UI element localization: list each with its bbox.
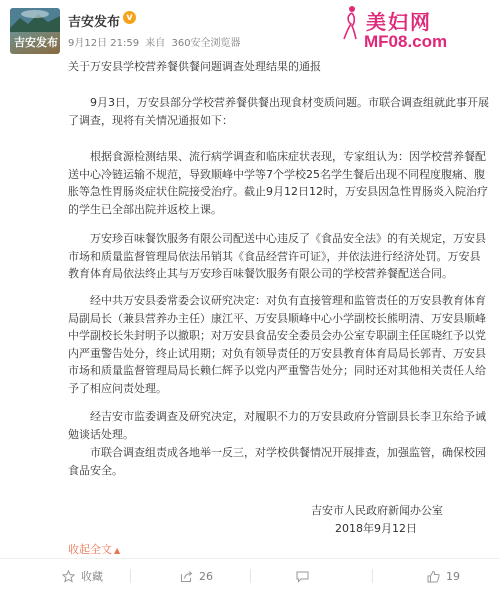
avatar-caption: 吉安发布 [14, 36, 58, 49]
favorite-label: 收藏 [81, 570, 103, 583]
watermark-title: 美妇网 [366, 10, 432, 34]
article-paragraph: 根据食源检测结果、流行病学调查和临床症状表现，专家组认为：因学校营养餐配送中心冷链运输不规范，导致顺峰中学等7个学校25名学生餐后出现不同程度腹痛、腹胀等急性胃肠炎症状住院接受治疗。截止9月12日12时，万安县因急性胃肠炎入院治疗的学生已全部出院并返校上课。 [68, 150, 488, 216]
star-icon [62, 570, 75, 583]
watermark [340, 4, 490, 60]
post-source[interactable]: 360安全浏览器 [171, 38, 241, 49]
article-paragraph: 经吉安市监委调查及研究决定，对履职不力的万安县政府分管副县长李卫东给予诫勉谈话处理。 [68, 410, 486, 441]
share-icon [180, 570, 193, 583]
signature-date: 2018年9月12日 [335, 522, 417, 535]
article-paragraph: 市联合调查组责成各地举一反三，对学校供餐情况开展排查，加强监管，确保校园食品安全。 [68, 446, 486, 477]
article-paragraph: 万安珍百味餐饮服务有限公司配送中心违反了《食品安全法》的有关规定，万安县市场和质量监督管理局依法吊销其《食品经营许可证》，并依法进行经济处罚。万安县教育体育局依法终止其与万安珍百味餐饮服务有限公司的学校营养餐配送合同。 [68, 232, 486, 280]
verified-icon: v [123, 11, 136, 24]
article-paragraph: 经中共万安县委常委会议研究决定：对负有直接管理和监管责任的万安县教育体育局副局长（兼县营养办主任）康江平、万安县顺峰中心小学副校长熊明清、万安县顺峰中学副校长朱封明予以撤职；对万安县食品安全委员会办公室专职副主任匡晓红予以党内严重警告处分，终止试用期；对负有领导责任的万安县教育体育局局长郭青、万安县市场和质量监督管理局局长赖仁辉予以党内严重警告处分；同时还对其他相关责任人给予了相应问责处理。 [68, 294, 486, 395]
share-count: 26 [199, 569, 213, 583]
post-date[interactable]: 9月12日 21:59 [68, 38, 140, 49]
signature-org: 吉安市人民政府新闻办公室 [311, 504, 443, 517]
article-paragraph: 9月3日，万安县部分学校营养餐供餐出现食材变质问题。市联合调查组就此事开展了调查，现将有关情况通报如下： [68, 96, 489, 127]
thumbs-up-icon [427, 570, 440, 583]
comment-icon [296, 570, 309, 583]
woman-silhouette-icon [340, 4, 362, 40]
collapse-button[interactable] [68, 541, 120, 557]
divider [130, 569, 131, 583]
post-meta [68, 34, 244, 49]
user-name[interactable]: 吉安发布 [68, 15, 121, 30]
article-title: 关于万安县学校营养餐供餐问题调查处理结果的通报 [68, 60, 321, 73]
favorite-button[interactable] [62, 569, 103, 583]
watermark-url: MF08.com [364, 32, 448, 51]
like-count: 19 [446, 569, 460, 583]
divider [250, 569, 251, 583]
comment-button[interactable] [296, 569, 315, 583]
chevron-up-icon: ▲ [114, 546, 121, 555]
post-source-prefix: 来自 [145, 38, 166, 49]
like-button[interactable] [427, 569, 460, 583]
divider [372, 569, 373, 583]
share-button[interactable] [180, 569, 213, 583]
post-header [0, 0, 500, 56]
mountain-icon [10, 8, 60, 32]
avatar[interactable] [10, 8, 60, 54]
action-bar [0, 558, 500, 590]
collapse-label: 收起全文 [68, 543, 112, 556]
